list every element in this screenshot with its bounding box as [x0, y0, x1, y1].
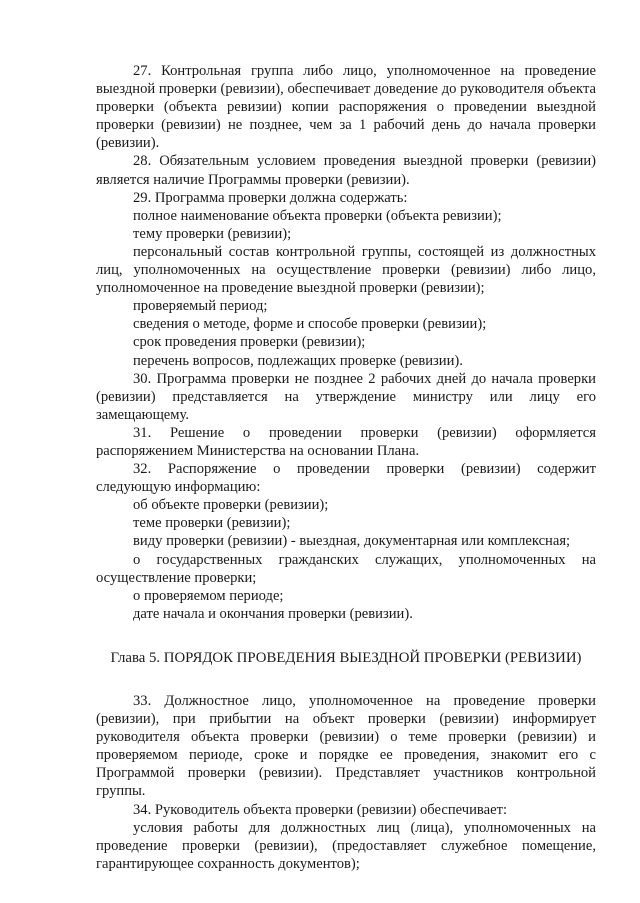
paragraph-27: 27. Контрольная группа либо лицо, уполномоченное на проведение выездной проверки (ревизии), обеспечивает доведение до руководителя объекта проверки (объекта ревизии) копии распоряжения о проведении выездной проверки (ревизии) не позднее, чем за 1 рабочий день до начала проверки (ревизии). — [96, 63, 596, 152]
list-item: сведения о методе, форме и способе проверки (ревизии); — [133, 316, 487, 333]
paragraph-32: 32. Распоряжение о проведении проверки (ревизии) содержит следующую информацию: — [96, 461, 596, 496]
list-item: персональный состав контрольной группы, состоящей из должностных лиц, уполномоченных на осуществление проверки (ревизии) либо лицо, уполномоченное на проведение выездной проверки (ревизии); — [96, 243, 596, 297]
chapter-heading: Глава 5. ПОРЯДОК ПРОВЕДЕНИЯ ВЫЕЗДНОЙ ПРОВЕРКИ (РЕВИЗИИ) — [110, 649, 582, 666]
paragraph-28: 28. Обязательным условием проведения выездной проверки (ревизии) является наличие Программы проверки (ревизии). — [96, 153, 596, 188]
paragraph-33: 33. Должностное лицо, уполномоченное на проведение проверки (ревизии), при прибытии на объект проверки (ревизии) информирует руководителя объекта проверки (ревизии) о теме проверки (ревизии) и проверяемом периоде, сроке и порядке ее проведения, знакомит его с Программой проверки (ревизии). Представляет участников контрольной группы. — [96, 693, 596, 800]
list-item: полное наименование объекта проверки (объекта ревизии); — [133, 207, 502, 224]
list-item: условия работы для должностных лиц (лица), уполномоченных на проведение проверки (ревизии), (предоставляет служебное помещение, гарантирующее сохранность документов); — [96, 819, 596, 872]
list-item: срок проведения проверки (ревизии); — [133, 334, 366, 351]
list-item: перечень вопросов, подлежащих проверке (ревизии). — [133, 352, 463, 369]
list-item: о проверяемом периоде; — [133, 587, 284, 604]
list-item: о государственных гражданских служащих, уполномоченных на осуществление проверки; — [96, 551, 596, 586]
list-item: тему проверки (ревизии); — [133, 225, 292, 242]
paragraph-30: 30. Программа проверки не позднее 2 рабочих дней до начала проверки (ревизии) представляется на утверждение министру или лицу его замещающему. — [96, 370, 596, 423]
document-page — [96, 62, 596, 873]
list-item: об объекте проверки (ревизии); — [133, 497, 329, 514]
list-item: теме проверки (ревизии); — [133, 515, 291, 532]
paragraph-31: 31. Решение о проведении проверки (ревизии) оформляется распоряжением Министерства на основании Плана. — [96, 424, 596, 459]
list-item: проверяемый период; — [133, 298, 268, 315]
paragraph-29: 29. Программа проверки должна содержать: — [133, 189, 408, 206]
paragraph-34: 34. Руководитель объекта проверки (ревизии) обеспечивает: — [133, 801, 508, 818]
list-item: дате начала и окончания проверки (ревизии). — [133, 605, 413, 622]
list-item: виду проверки (ревизии) - выездная, документарная или комплексная; — [133, 533, 571, 550]
